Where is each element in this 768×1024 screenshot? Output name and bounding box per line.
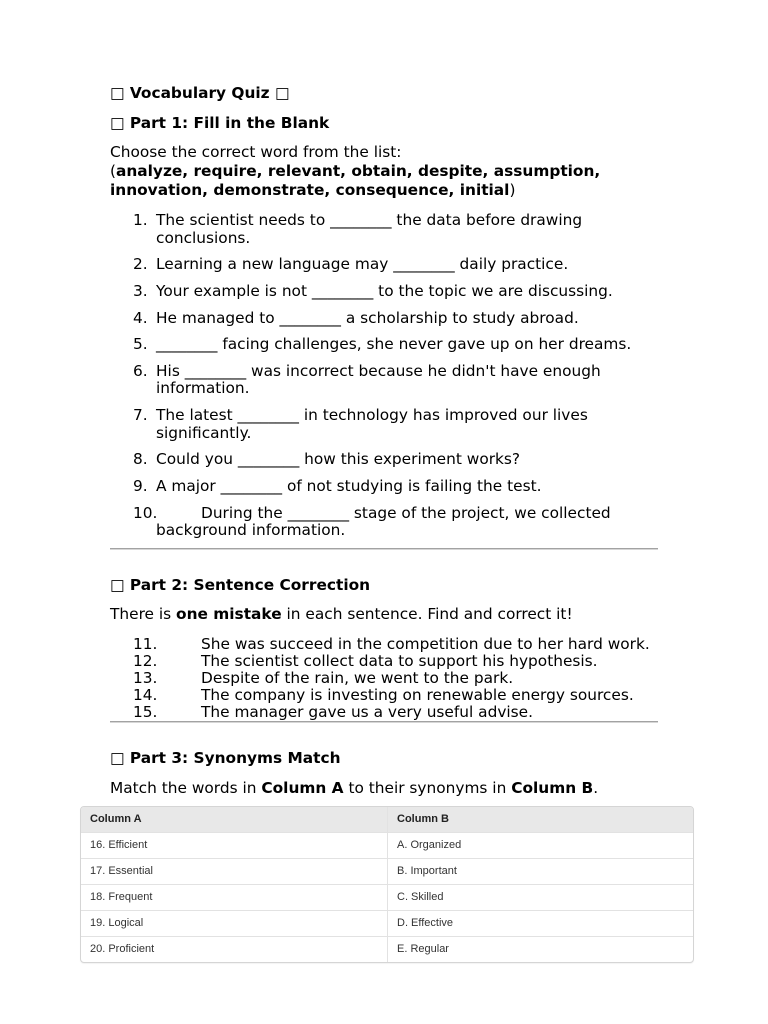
part1-heading: □ Part 1: Fill in the Blank <box>110 114 330 132</box>
question-text: Learning a new language may ________ daily practice. <box>156 255 569 274</box>
question-text: Your example is not ________ to the topic we are discussing. <box>156 281 613 300</box>
table-row <box>81 937 693 962</box>
question-text: He managed to ________ a scholarship to study abroad. <box>156 308 579 327</box>
emphasis-text: one mistake <box>176 605 282 623</box>
question-item <box>110 363 658 399</box>
sentence-text: The company is investing on renewable energy sources. <box>201 686 634 704</box>
instruction-text: . <box>593 779 599 797</box>
question-text: The latest ________ in technology has improved our lives significantly. <box>156 406 588 442</box>
question-text: The scientist needs to ________ the data before drawing conclusions. <box>156 211 583 247</box>
question-text: ________ facing challenges, she never gave up on her dreams. <box>156 335 632 354</box>
column-b-header: Column B <box>387 807 693 832</box>
sentence-text: The manager gave us a very useful advise. <box>201 703 534 721</box>
column-b-cell: B. Important <box>387 859 693 884</box>
question-item <box>110 256 658 274</box>
question-item <box>110 336 658 354</box>
question-number: 2. <box>133 255 148 274</box>
part1-instructions <box>110 143 658 200</box>
question-number: 7. <box>133 406 148 424</box>
question-item <box>110 407 658 443</box>
sentence-number: 15. <box>133 703 158 721</box>
part3-instructions <box>110 780 658 798</box>
column-a-header: Column A <box>90 813 142 825</box>
part2-instructions <box>110 606 658 624</box>
part2-heading: □ Part 2: Sentence Correction <box>110 576 371 594</box>
instruction-text: Choose the correct word from the list: <box>110 143 402 161</box>
sentence-number: 14. <box>133 686 158 704</box>
column-b-cell: C. Skilled <box>387 885 693 910</box>
question-item <box>110 310 658 328</box>
question-number: 9. <box>133 476 148 495</box>
question-item <box>110 212 658 248</box>
column-b-cell: D. Effective <box>387 911 693 936</box>
column-a-cell: 20. Proficient <box>90 943 155 955</box>
question-number: 5. <box>133 335 148 354</box>
question-item <box>110 451 658 469</box>
sentence-item <box>110 687 658 704</box>
sentence-item <box>110 636 658 653</box>
question-item <box>110 505 658 541</box>
sentence-number: 13. <box>133 669 158 687</box>
question-number: 4. <box>133 308 148 327</box>
part3-heading: □ Part 3: Synonyms Match <box>110 749 341 767</box>
emphasis-text: Column A <box>261 779 344 797</box>
table-row <box>81 911 693 937</box>
column-a-cell: 19. Logical <box>90 917 144 929</box>
section-divider <box>110 548 658 550</box>
section-divider <box>110 721 658 723</box>
word-list-close-paren: ) <box>509 181 516 199</box>
table-row <box>81 833 693 859</box>
table-header-row <box>81 807 693 833</box>
instruction-text: in each sentence. Find and correct it! <box>281 605 573 623</box>
sentence-item <box>110 670 658 687</box>
sentence-number: 11. <box>133 635 158 653</box>
quiz-title: □ Vocabulary Quiz □ <box>110 84 290 102</box>
column-a-cell: 17. Essential <box>90 865 153 877</box>
sentence-text: She was succeed in the competition due to her hard work. <box>201 635 650 653</box>
column-b-cell: A. Organized <box>387 833 693 858</box>
column-a-cell: 16. Efficient <box>90 839 148 851</box>
question-text: A major ________ of not studying is failing the test. <box>156 476 542 495</box>
synonyms-table <box>80 806 694 963</box>
word-list: analyze, require, relevant, obtain, despite, assumption, innovation, demonstrate, consequence, initial <box>110 162 601 199</box>
question-number: 1. <box>133 211 148 229</box>
column-a-cell: 18. Frequent <box>90 891 153 903</box>
sentence-correction-list <box>110 636 658 721</box>
question-text: During the ________ stage of the project, we collected background information. <box>156 503 611 540</box>
question-number: 10. <box>133 503 158 522</box>
instruction-text: There is <box>110 605 177 623</box>
table-row <box>81 885 693 911</box>
column-b-cell: E. Regular <box>387 937 693 962</box>
sentence-number: 12. <box>133 652 158 670</box>
table-row <box>81 859 693 885</box>
emphasis-text: Column B <box>511 779 594 797</box>
question-text: His ________ was incorrect because he didn't have enough information. <box>156 361 601 398</box>
question-number: 6. <box>133 361 148 380</box>
instruction-text: Match the words in <box>110 779 262 797</box>
question-number: 8. <box>133 450 148 469</box>
sentence-item <box>110 704 658 721</box>
instruction-text: to their synonyms in <box>343 779 512 797</box>
question-item <box>110 283 658 301</box>
fill-in-blank-list <box>110 212 658 549</box>
word-list-open-paren: ( <box>110 162 116 180</box>
question-item <box>110 478 658 496</box>
sentence-text: The scientist collect data to support his hypothesis. <box>201 652 598 670</box>
question-text: Could you ________ how this experiment works? <box>156 450 521 469</box>
sentence-text: Despite of the rain, we went to the park. <box>201 669 514 687</box>
question-number: 3. <box>133 281 148 300</box>
sentence-item <box>110 653 658 670</box>
